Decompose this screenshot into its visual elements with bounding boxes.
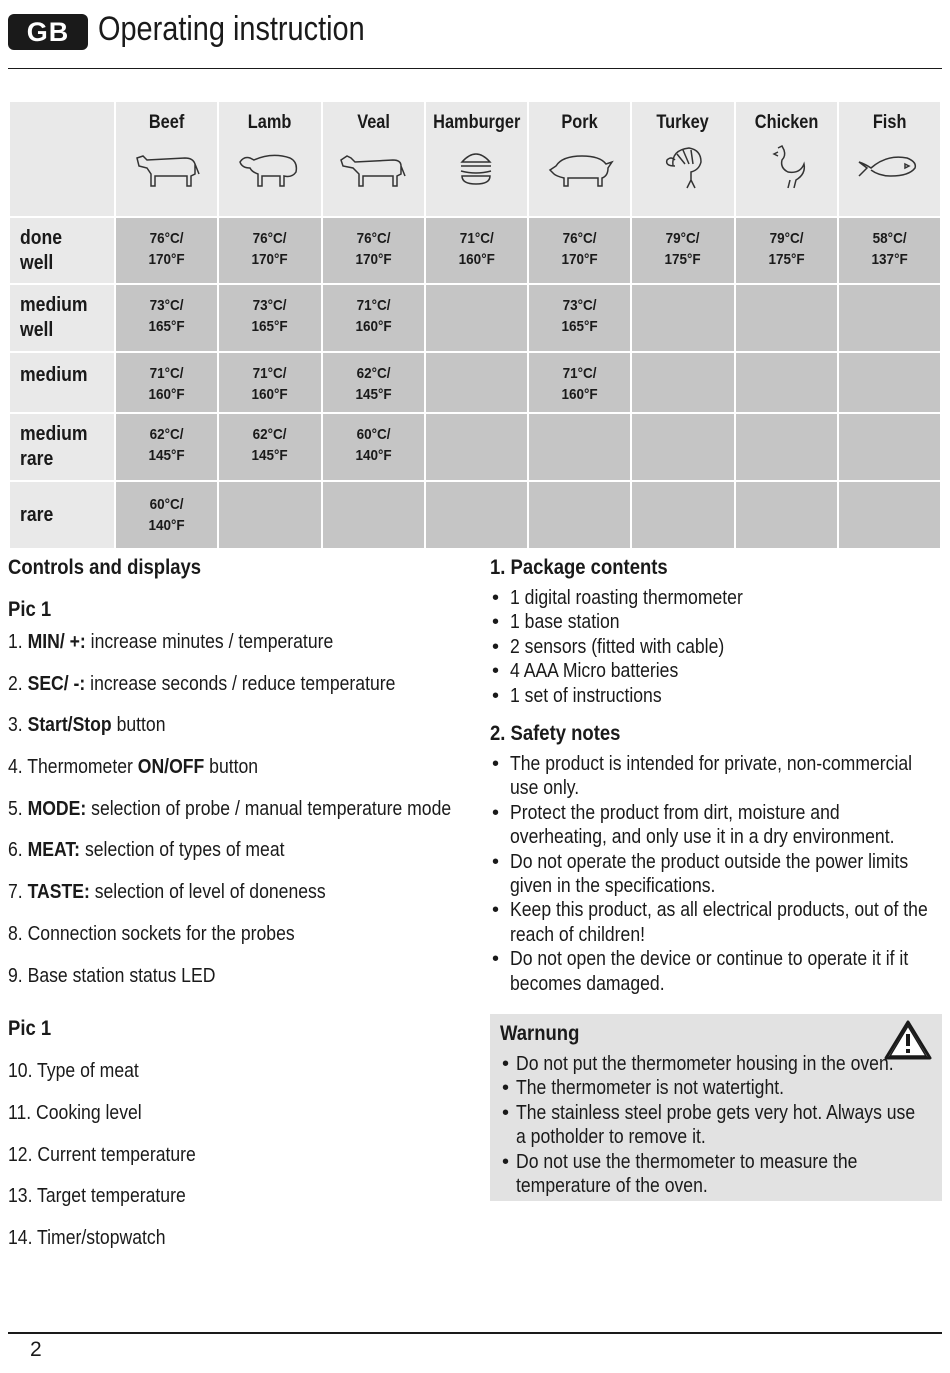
table-cell: 60°C/ 140°F [323, 414, 424, 480]
pig-icon [542, 144, 618, 192]
table-cell [736, 285, 837, 351]
table-cell: 79°C/ 175°F [632, 218, 733, 283]
list-item: 13. Target temperature [8, 1185, 186, 1208]
row-label: rare [10, 482, 114, 548]
column-name: Chicken [754, 112, 818, 133]
table-cell: 76°C/ 170°F [116, 218, 217, 283]
list-item: 2. SEC/ -: increase seconds / reduce temperature [8, 672, 396, 695]
footer-divider [8, 1332, 942, 1334]
table-cell: 62°C/ 145°F [323, 353, 424, 412]
table-row [10, 285, 940, 351]
table-cell [632, 414, 733, 480]
table-corner [10, 102, 114, 216]
header-divider [8, 68, 942, 69]
list-item: • Do not use the thermometer to measure the temperature of the oven. [500, 1150, 932, 1199]
table-cell [839, 353, 940, 412]
pic-label: Pic 1 [8, 1017, 52, 1041]
column-name: Veal [356, 112, 390, 133]
table-cell [219, 482, 320, 548]
list-item: 12. Current temperature [8, 1143, 196, 1166]
column-header-pork [529, 102, 630, 216]
page-header [8, 8, 942, 70]
list-item: 14. Timer/stopwatch [8, 1226, 166, 1249]
table-cell [736, 353, 837, 412]
column-name: Turkey [656, 112, 710, 133]
section-heading: Controls and displays [8, 556, 202, 579]
display-list [8, 1059, 478, 1267]
warning-list [500, 1052, 932, 1198]
list-item: • 2 sensors (fitted with cable) [490, 635, 942, 659]
table-row [10, 414, 940, 480]
list-item: • Protect the product from dirt, moisture and overheating, and only use it in a dry environment. [490, 801, 942, 850]
section-heading: 1. Package contents [490, 556, 668, 579]
table-cell: 76°C/ 170°F [219, 218, 320, 283]
page-number: 2 [30, 1338, 42, 1361]
table-row [10, 353, 940, 412]
column-header-fish [839, 102, 940, 216]
controls-list [8, 630, 478, 1005]
list-item: 11. Cooking level [8, 1101, 142, 1124]
table-cell: 71°C/ 160°F [529, 353, 630, 412]
list-item: 9. Base station status LED [8, 964, 216, 987]
table-cell [529, 482, 630, 548]
language-badge: GB [8, 14, 88, 50]
table-cell [426, 353, 528, 412]
table-cell [736, 414, 837, 480]
table-cell: 62°C/ 145°F [116, 414, 217, 480]
table-cell: 76°C/ 170°F [529, 218, 630, 283]
column-header-turkey [632, 102, 733, 216]
table-cell [736, 482, 837, 548]
table-cell [632, 353, 733, 412]
row-label: medium rare [10, 414, 114, 480]
info-section [490, 556, 942, 996]
pic-label: Pic 1 [8, 598, 52, 621]
table-cell: 71°C/ 160°F [219, 353, 320, 412]
list-item: • Do not put the thermometer housing in the oven. [500, 1052, 932, 1076]
safety-notes-list [490, 752, 942, 996]
cow-icon [129, 144, 205, 192]
list-item: • 1 digital roasting thermometer [490, 586, 942, 610]
column-header-beef [116, 102, 217, 216]
row-label: medium well [10, 285, 114, 351]
section-heading: 2. Safety notes [490, 722, 621, 746]
list-item: 1. MIN/ +: increase minutes / temperature [8, 631, 334, 653]
table-cell: 73°C/ 165°F [219, 285, 320, 351]
list-item: • The thermometer is not watertight. [500, 1076, 932, 1100]
list-item: 7. TASTE: selection of level of doneness [8, 881, 326, 904]
table-cell: 73°C/ 165°F [529, 285, 630, 351]
list-item: • The product is intended for private, non-commercial use only. [490, 752, 942, 801]
table-cell: 58°C/ 137°F [839, 218, 940, 283]
table-cell [426, 285, 528, 351]
cooking-temperature-table [8, 100, 942, 550]
warning-box [490, 1014, 942, 1201]
table-cell [426, 414, 528, 480]
table-cell [426, 482, 528, 548]
controls-section [8, 556, 478, 1268]
turkey-icon [645, 144, 721, 192]
table-cell: 73°C/ 165°F [116, 285, 217, 351]
list-item: • 1 set of instructions [490, 684, 942, 708]
table-cell [632, 285, 733, 351]
table-cell [839, 285, 940, 351]
table-cell: 62°C/ 145°F [219, 414, 320, 480]
column-header-chicken [736, 102, 837, 216]
column-name: Lamb [248, 112, 292, 133]
column-name: Fish [872, 112, 907, 133]
table-row [10, 218, 940, 283]
sheep-icon [232, 144, 308, 192]
list-item: • 1 base station [490, 610, 942, 634]
list-item: 8. Connection sockets for the probes [8, 922, 295, 945]
row-label: done well [10, 218, 114, 283]
list-item: • The stainless steel probe gets very hot. Always use a potholder to remove it. [500, 1101, 932, 1150]
warning-title: Warnung [500, 1022, 580, 1045]
table-cell [839, 482, 940, 548]
list-item: 10. Type of meat [8, 1060, 139, 1083]
column-header-veal [323, 102, 424, 216]
package-contents-list [490, 586, 942, 708]
column-header-hamburger [426, 102, 528, 216]
table-cell [529, 414, 630, 480]
calf-icon [335, 144, 411, 192]
table-cell: 76°C/ 170°F [323, 218, 424, 283]
column-name: Hamburger [432, 112, 521, 133]
table-cell: 71°C/ 160°F [116, 353, 217, 412]
list-item: 6. MEAT: selection of types of meat [8, 839, 285, 862]
table-cell: 71°C/ 160°F [426, 218, 528, 283]
column-name: Pork [561, 112, 598, 133]
chicken-icon [748, 144, 824, 192]
list-item: 5. MODE: selection of probe / manual temperature mode [8, 797, 452, 820]
table-cell [323, 482, 424, 548]
list-item: • Do not operate the product outside the power limits given in the specifications. [490, 850, 942, 899]
page-title: Operating instruction [98, 10, 365, 48]
table-cell: 79°C/ 175°F [736, 218, 837, 283]
table-cell: 60°C/ 140°F [116, 482, 217, 548]
list-item: • Do not open the device or continue to operate it if it becomes damaged. [490, 947, 942, 996]
hamburger-icon [438, 144, 514, 192]
list-item: 4. Thermometer ON/OFF button [8, 756, 259, 779]
fish-icon [851, 144, 927, 192]
table-cell: 71°C/ 160°F [323, 285, 424, 351]
table-row [10, 482, 940, 548]
table-cell [839, 414, 940, 480]
column-header-lamb [219, 102, 320, 216]
column-name: Beef [149, 112, 185, 133]
table-cell [632, 482, 733, 548]
list-item: • 4 AAA Micro batteries [490, 659, 942, 683]
list-item: 3. Start/Stop button [8, 714, 166, 737]
row-label: medium [10, 353, 114, 412]
list-item: • Keep this product, as all electrical products, out of the reach of children! [490, 898, 942, 947]
